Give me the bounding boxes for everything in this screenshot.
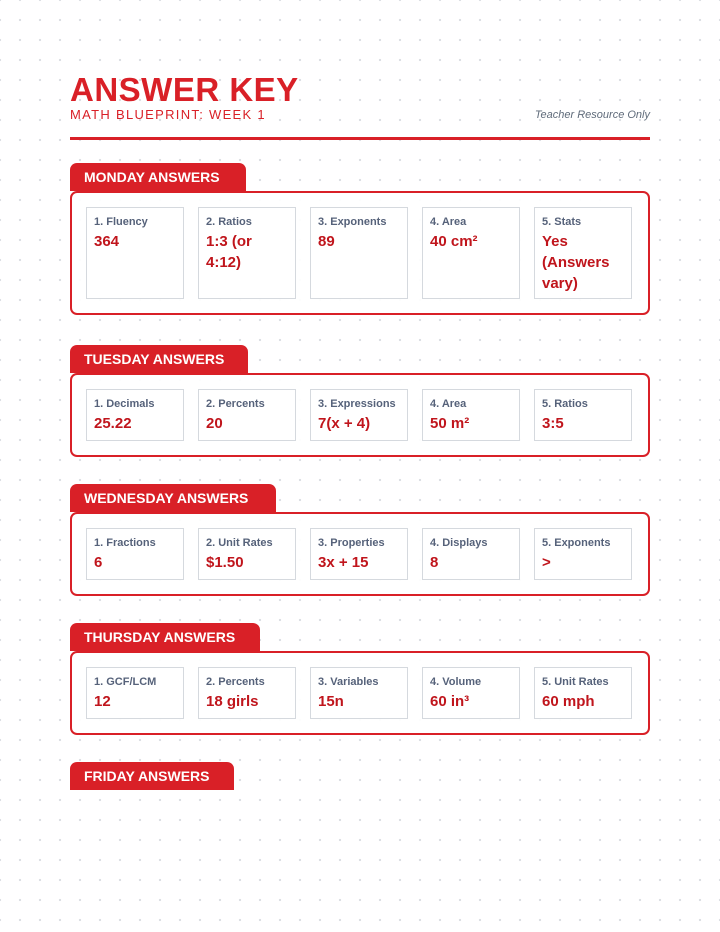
answer-card [534,667,632,719]
answer-value: 3:5 [542,415,564,432]
answer-value: 20 [206,415,223,432]
question-label: 3. Exponents [318,216,387,228]
question-label: 1. Fluency [94,216,148,228]
answer-card [86,389,184,441]
answer-card [198,389,296,441]
answer-value: > [542,554,551,571]
question-label: 4. Volume [430,676,482,688]
page-subtitle: MATH BLUEPRINT: WEEK 1 [70,107,266,122]
answer-card [422,389,520,441]
question-label: 3. Expressions [318,398,396,410]
section-wednesday [70,484,650,596]
answer-value: 60 in³ [430,693,470,710]
question-label: 1. Decimals [94,398,155,410]
section-thursday [70,623,650,735]
answer-box [70,651,650,735]
question-label: 2. Ratios [206,216,252,228]
question-label: 5. Stats [542,216,582,228]
answer-value: 60 mph [542,693,595,710]
question-label: 5. Unit Rates [542,676,609,688]
question-label: 3. Properties [318,537,385,549]
answer-key-page [70,70,650,140]
page-title: ANSWER KEY [70,71,299,108]
answer-card [310,528,408,580]
answer-card [310,207,408,299]
answer-box [70,191,650,315]
answer-card [198,667,296,719]
answer-card [198,528,296,580]
answer-value: 1:3 (or 4:12) [206,233,252,271]
answer-card [86,667,184,719]
answer-value: 364 [94,233,120,250]
question-label: 2. Percents [206,676,265,688]
section-tab: TUESDAY ANSWERS [70,345,248,373]
answer-card [534,528,632,580]
section-tab: MONDAY ANSWERS [70,163,246,191]
answer-box [70,373,650,457]
answer-card [198,207,296,299]
question-label: 3. Variables [318,676,379,688]
answer-card [534,207,632,299]
answer-value: 7(x + 4) [318,415,371,432]
answer-value: 15n [318,693,344,710]
answer-card [310,389,408,441]
answer-box [70,512,650,596]
question-label: 2. Percents [206,398,265,410]
question-label: 4. Area [430,398,467,410]
answer-value: 50 m² [430,415,470,432]
section-tab: FRIDAY ANSWERS [70,762,234,790]
answer-value: $1.50 [206,554,244,571]
answer-value: 3x + 15 [318,554,369,571]
answer-value: Yes (Answers vary) [542,233,610,292]
header-divider [70,137,650,140]
resource-note: Teacher Resource Only [534,109,650,121]
answer-value: 89 [318,233,335,250]
answer-value: 25.22 [94,415,132,432]
answer-value: 40 cm² [430,233,478,250]
question-label: 4. Displays [430,537,488,549]
section-tab: THURSDAY ANSWERS [70,623,260,651]
answer-value: 6 [94,554,103,571]
answer-card [422,528,520,580]
answer-value: 18 girls [206,693,259,710]
answer-card [534,389,632,441]
question-label: 4. Area [430,216,467,228]
question-label: 2. Unit Rates [206,537,273,549]
question-label: 5. Exponents [542,537,611,549]
page-header [70,70,650,140]
section-tab: WEDNESDAY ANSWERS [70,484,276,512]
question-label: 1. GCF/LCM [94,676,157,688]
answer-card [422,207,520,299]
section-tuesday [70,345,650,457]
section-friday [70,762,650,790]
answer-value: 12 [94,693,111,710]
section-monday [70,163,650,315]
answer-card [86,528,184,580]
question-label: 5. Ratios [542,398,588,410]
question-label: 1. Fractions [94,537,156,549]
answer-card [310,667,408,719]
answer-card [86,207,184,299]
answer-value: 8 [430,554,439,571]
answer-card [422,667,520,719]
